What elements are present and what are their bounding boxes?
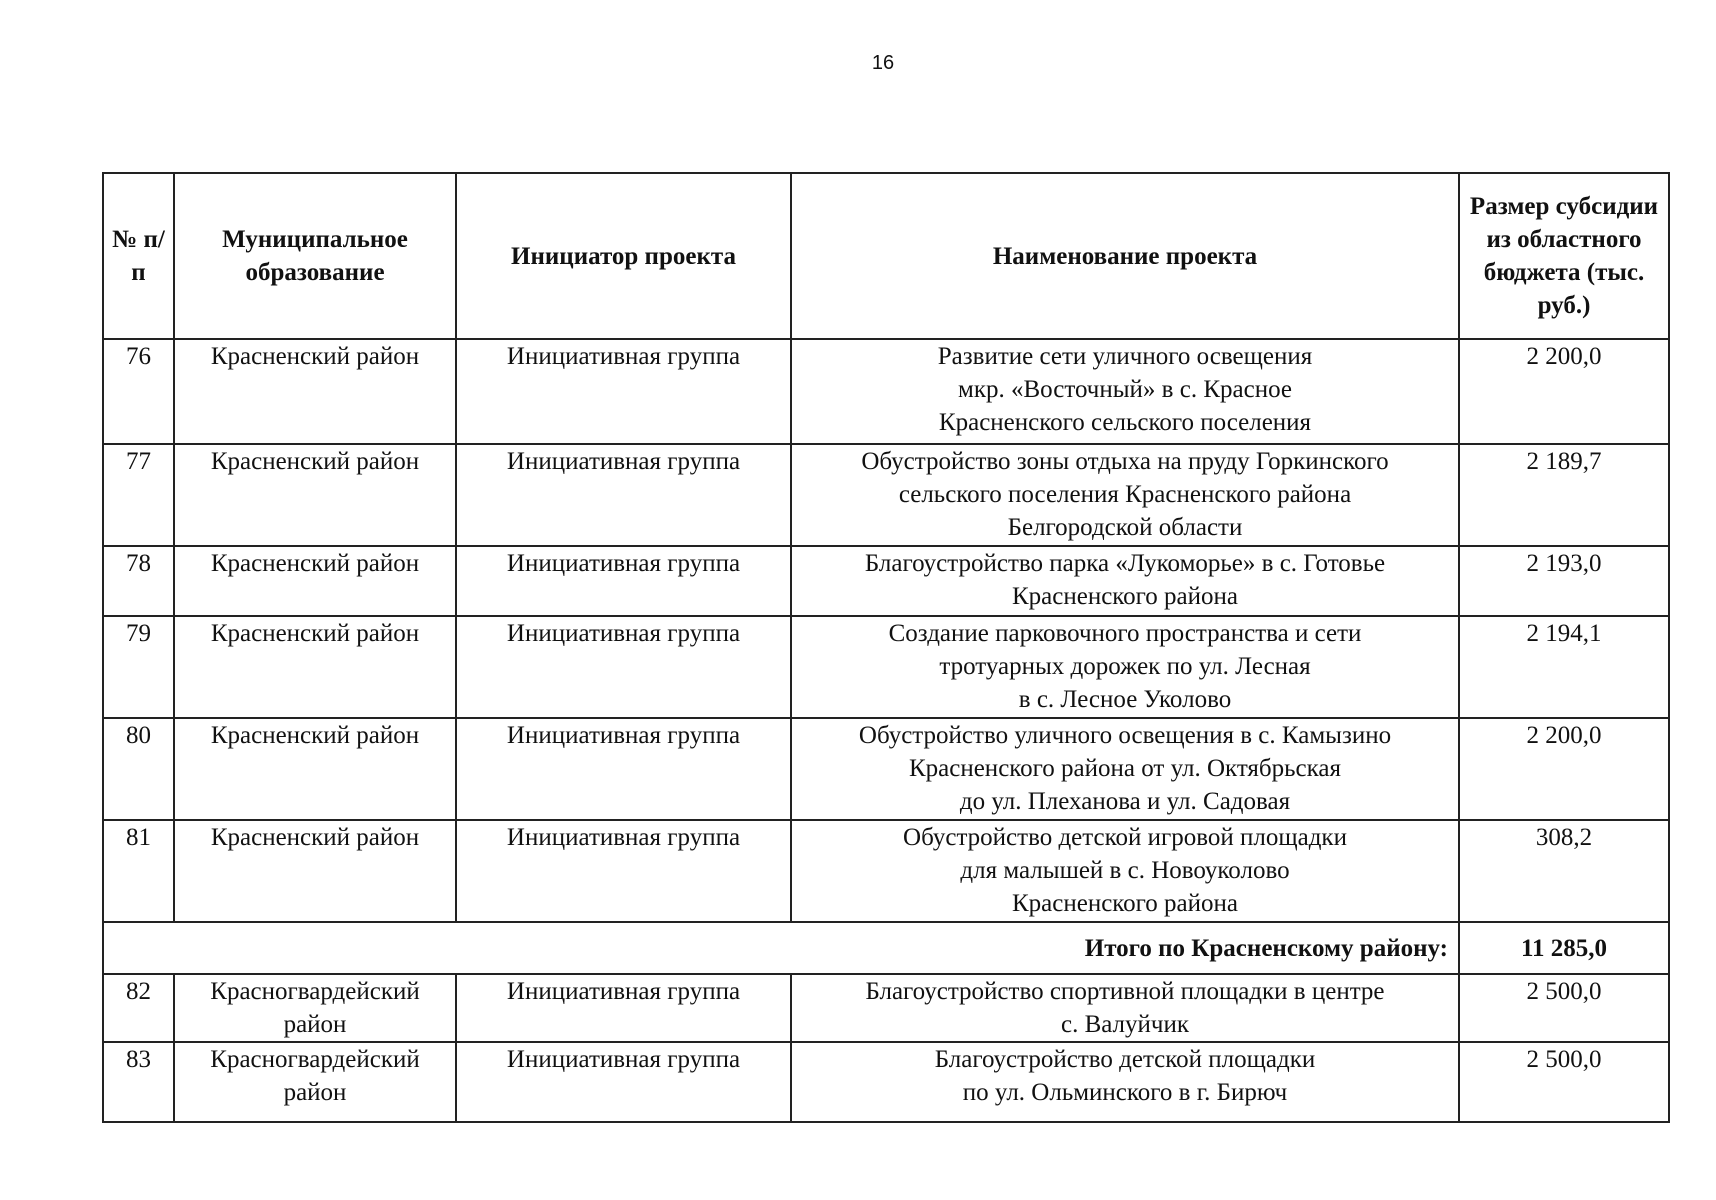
table-row: [103, 718, 1669, 820]
municipality-cell: Красногвардейский район: [174, 974, 456, 1042]
subsidy-cell: 2 200,0: [1459, 339, 1669, 444]
page-number: 16: [871, 52, 895, 74]
subsidy-cell: 2 194,1: [1459, 616, 1669, 718]
initiator-cell: Инициативная группа: [456, 1042, 791, 1122]
header-municipality: Муниципальное образование: [174, 173, 456, 339]
project-cell: Благоустройство парка «Лукоморье» в с. Готовье Красненского района: [791, 546, 1459, 616]
header-initiator: Инициатор проекта: [456, 173, 791, 339]
municipality-cell: Красногвардейский район: [174, 1042, 456, 1122]
project-cell: Обустройство детской игровой площадки для малышей в с. Новоуколово Красненского района: [791, 820, 1459, 922]
initiator-cell: Инициативная группа: [456, 820, 791, 922]
initiator-cell: Инициативная группа: [456, 444, 791, 546]
table-row: [103, 616, 1669, 718]
subsidy-cell: 2 200,0: [1459, 718, 1669, 820]
header-subsidy: Размер субсидии из областного бюджета (тыс. руб.): [1459, 173, 1669, 339]
total-row: [103, 922, 1669, 974]
header-num: № п/п: [103, 173, 174, 339]
table-row: [103, 339, 1669, 444]
table-row: [103, 974, 1669, 1042]
initiator-cell: Инициативная группа: [456, 616, 791, 718]
municipality-cell: Красненский район: [174, 546, 456, 616]
subsidy-cell: 308,2: [1459, 820, 1669, 922]
municipality-cell: Красненский район: [174, 616, 456, 718]
subsidy-table: [102, 172, 1670, 1123]
project-cell: Создание парковочного пространства и сети тротуарных дорожек по ул. Лесная в с. Лесное Уколово: [791, 616, 1459, 718]
project-cell: Благоустройство детской площадки по ул. Ольминского в г. Бирюч: [791, 1042, 1459, 1122]
table-row: [103, 444, 1669, 546]
municipality-cell: Красненский район: [174, 339, 456, 444]
table-row: [103, 820, 1669, 922]
subsidy-cell: 2 500,0: [1459, 974, 1669, 1042]
subsidy-cell: 2 193,0: [1459, 546, 1669, 616]
project-cell: Обустройство уличного освещения в с. Камызино Красненского района от ул. Октябрьская до ул. Плеханова и ул. Садовая: [791, 718, 1459, 820]
row-number: 82: [103, 974, 174, 1042]
table-header-row: [103, 173, 1669, 339]
municipality-cell: Красненский район: [174, 718, 456, 820]
row-number: 78: [103, 546, 174, 616]
row-number: 79: [103, 616, 174, 718]
row-number: 76: [103, 339, 174, 444]
initiator-cell: Инициативная группа: [456, 974, 791, 1042]
row-number: 80: [103, 718, 174, 820]
row-number: 83: [103, 1042, 174, 1122]
project-cell: Обустройство зоны отдыха на пруду Горкинского сельского поселения Красненского района Белгородской области: [791, 444, 1459, 546]
row-number: 77: [103, 444, 174, 546]
subsidy-cell: 2 500,0: [1459, 1042, 1669, 1122]
total-label: Итого по Красненскому району:: [103, 922, 1459, 974]
initiator-cell: Инициативная группа: [456, 718, 791, 820]
initiator-cell: Инициативная группа: [456, 339, 791, 444]
project-cell: Благоустройство спортивной площадки в центре с. Валуйчик: [791, 974, 1459, 1042]
municipality-cell: Красненский район: [174, 820, 456, 922]
total-value: 11 285,0: [1459, 922, 1669, 974]
initiator-cell: Инициативная группа: [456, 546, 791, 616]
header-project: Наименование проекта: [791, 173, 1459, 339]
project-cell: Развитие сети уличного освещения мкр. «Восточный» в с. Красное Красненского сельского поселения: [791, 339, 1459, 444]
municipality-cell: Красненский район: [174, 444, 456, 546]
row-number: 81: [103, 820, 174, 922]
subsidy-cell: 2 189,7: [1459, 444, 1669, 546]
table-row: [103, 546, 1669, 616]
table-row: [103, 1042, 1669, 1122]
